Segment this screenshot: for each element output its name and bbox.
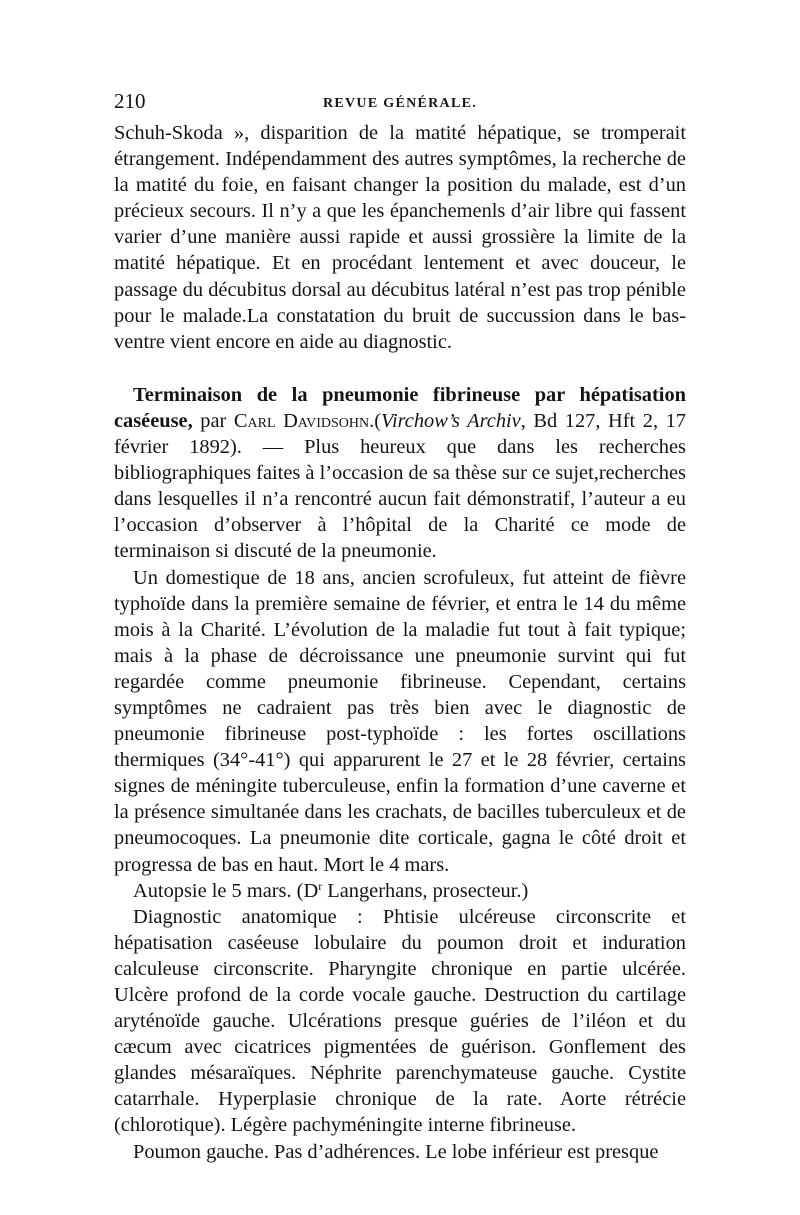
running-title: REVUE GÉNÉRALE. (322, 96, 478, 111)
paragraph-last: Poumon gauche. Pas d’adhérences. Le lobe inférieur est presque (133, 1140, 659, 1163)
citation-rest: , Bd 127, Hft 2, 17 février 1892). (114, 409, 686, 459)
page-header (114, 88, 686, 114)
journal-name: Virchow’s Archiv (381, 409, 521, 432)
article-title: Terminaison de la pneumonie fibrineuse par hépatisation caséeuse, (114, 383, 686, 432)
article-by: par (200, 409, 227, 432)
paragraph-case: Un domestique de 18 ans, ancien scrofuleux, fut atteint de fièvre typhoïde dans la première semaine de février, et entra le 14 du même mois à la Charité. L’évolution de la maladie fut tout à fait typique; mais à la phase de décroissance une pneumonie survint qui fut regardée comme pneumonie fibrineuse. Cependant, certains symptômes ne cadraient pas très bien avec le diagnostic de pneumonie fibrineuse post-typhoïde : les fortes oscillations thermiques (34°-41°) qui apparurent le 27 et le 28 février, certains signes de méningite tuberculeuse, enfin la formation d’une caverne et la présence simultanée dans les crachats, de bacilles tuberculeux et de pneumocoques. La pneumonie dite corticale, gagna le côté droit et progressa de bas en haut. Mort le 4 mars. (114, 566, 686, 876)
autopsy-after: Langerhans, prosecteur.) (322, 879, 529, 902)
paragraph-diagnosis: Diagnostic anatomique : Phtisie ulcéreuse circonscrite et hépatisation caséeuse lobulaire du poumon droit et induration calculeuse circonscrite. Pharyngite chronique en partie ulcérée. Ulcère profond de la corde vocale gauche. Destruction du cartilage aryténoïde gauche. Ulcérations presque guéries de l’iléon et du cæcum avec cicatrices pigmentées de guérison. Gonflement des glandes mésaraïques. Néphrite parenchymateuse gauche. Cystite catarrhale. Hyperplasie chronique de la rate. Aorte rétrécie (chlorotique). Légère pachyméningite interne fibrineuse. (114, 905, 686, 1137)
paragraph-continuation: Schuh-Skoda », disparition de la matité hépatique, se tromperait étrangement. Indépendamment des autres symptômes, la recherche de la matité du foie, en faisant changer la position du malade, est d’un précieux secours. Il n’y a que les épanchemenls d’air libre qui fassent varier d’une manière aussi rapide et aussi grossière la limite de la matité hépatique. Et en procédant lentement et avec douceur, le passage du décubitus dorsal au décubitus latéral n’est pas trop pénible pour le malade.La constatation du bruit de succussion dans le bas-ventre vient encore en aide au diagnostic. (114, 122, 686, 353)
autopsy-before: Autopsie le 5 mars. (D (133, 879, 319, 902)
article-intro: — Plus heureux que dans les recherches bibliographiques faites à l’occasion de sa thèse sur ce sujet,recherches dans lesquelles il n’a rencontré aucun fait démonstratif, l’auteur a eu l’occasion d’observer à l’hôpital de la Charité ce mode de terminaison si discuté de la pneumonie. (114, 436, 686, 563)
document-page (114, 88, 686, 1165)
article-heading-paragraph (114, 382, 686, 565)
page-number: 210 (114, 89, 146, 113)
paragraph-autopsy (114, 878, 686, 904)
autopsy-superscript: r (318, 878, 323, 893)
article-author: Carl Davidsohn. (233, 409, 375, 432)
citation-open: ( (374, 409, 382, 432)
